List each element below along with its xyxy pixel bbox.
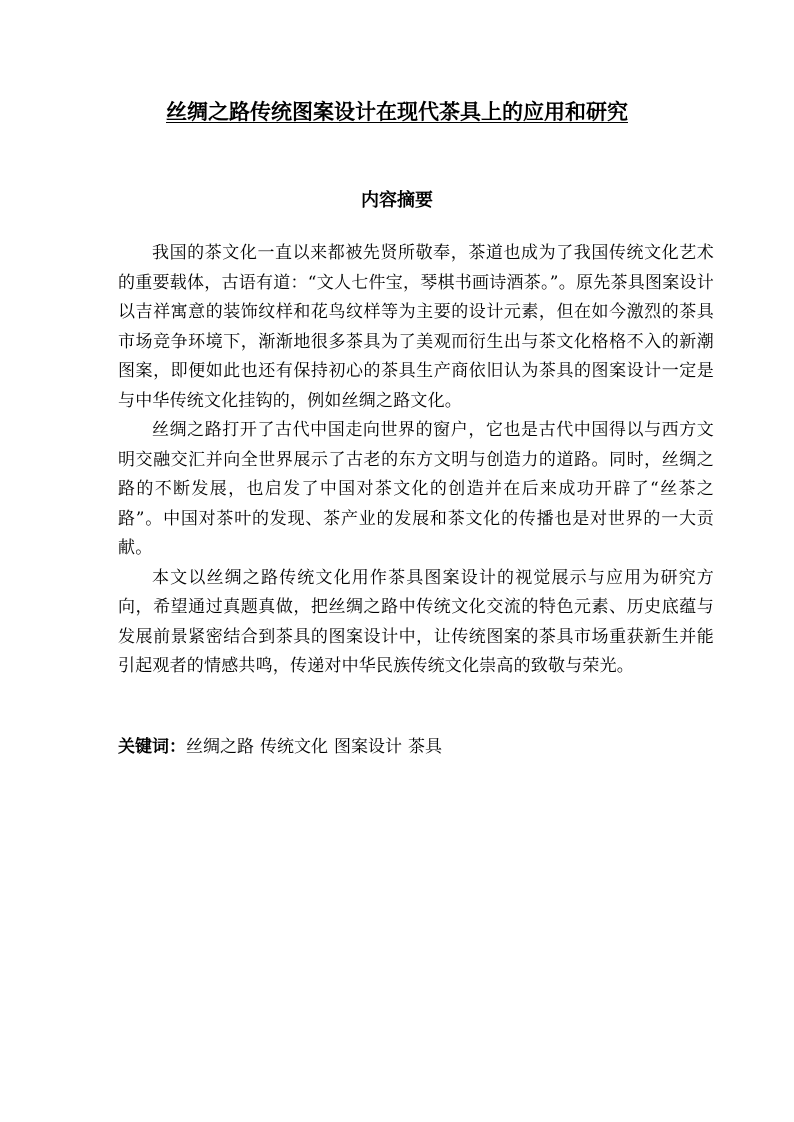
keyword: 传统文化 bbox=[260, 737, 328, 757]
document-title: 丝绸之路传统图案设计在现代茶具上的应用和研究 bbox=[166, 100, 628, 124]
keyword: 图案设计 bbox=[334, 737, 402, 757]
abstract-heading: 内容摘要 bbox=[361, 190, 433, 211]
abstract-body bbox=[118, 239, 714, 682]
abstract-paragraph: 我国的茶文化一直以来都被先贤所敬奉，茶道也成为了我国传统文化艺术的重要载体，古语有道：“文人七件宝，琴棋书画诗酒茶。”。原先茶具图案设计以吉祥寓意的装饰纹样和花鸟纹样等为主要的设计元素，但在如今激烈的茶具市场竞争环境下，渐渐地很多茶具为了美观而衍生出与茶文化格格不入的新潮图案，即便如此也还有保持初心的茶具生产商依旧认为茶具的图案设计一定是与中华传统文化挂钩的，例如丝绸之路文化。 bbox=[118, 243, 714, 411]
keyword: 丝绸之路 bbox=[186, 737, 254, 757]
keyword: 茶具 bbox=[408, 737, 442, 757]
abstract-paragraph: 丝绸之路打开了古代中国走向世界的窗户，它也是古代中国得以与西方文明交融交汇并向全世界展示了古老的东方文明与创造力的道路。同时，丝绸之路的不断发展，也启发了中国对茶文化的创造并在后来成功开辟了“丝茶之路”。中国对茶叶的发现、茶产业的发展和茶文化的传播也是对世界的一大贡献。 bbox=[118, 420, 714, 558]
keywords-line bbox=[118, 734, 714, 760]
abstract-paragraph: 本文以丝绸之路传统文化用作茶具图案设计的视觉展示与应用为研究方向，希望通过真题真做，把丝绸之路中传统文化交流的特色元素、历史底蕴与发展前景紧密结合到茶具的图案设计中，让传统图案的茶具市场重获新生并能引起观者的情感共鸣，传递对中华民族传统文化崇高的致敬与荣光。 bbox=[118, 567, 714, 676]
keywords-label: 关键词： bbox=[118, 737, 186, 757]
